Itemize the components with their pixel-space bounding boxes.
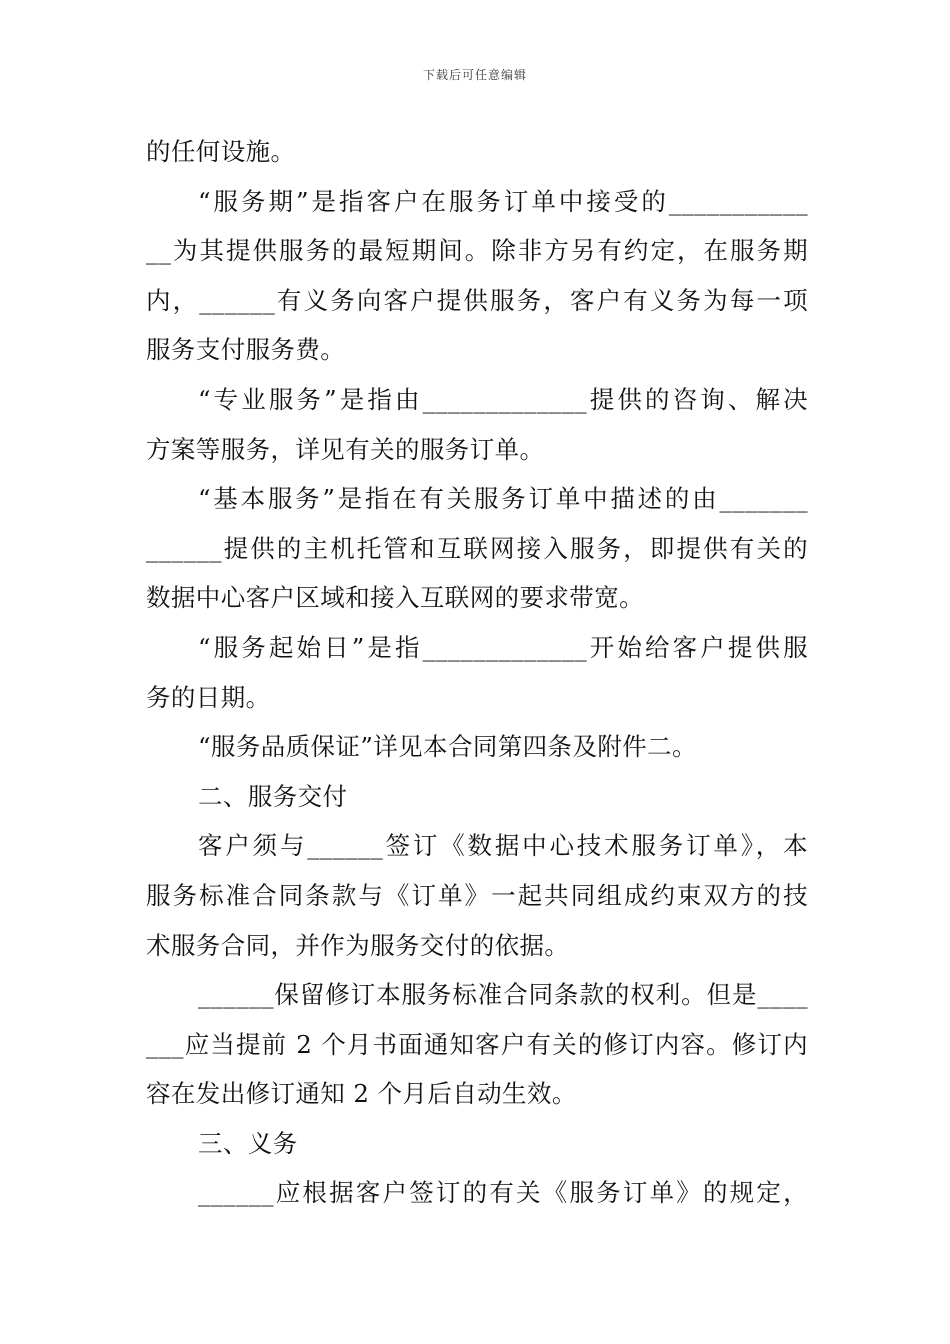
section-heading: 二、服务交付 [198, 781, 348, 811]
text-line: 内，______有义务向客户提供服务，客户有义务为每一项 [146, 285, 808, 315]
text-line: “服务起始日”是指_____________开始给客户提供服 [198, 632, 808, 662]
text-line: ______应根据客户签订的有关《服务订单》的规定， [198, 1178, 808, 1208]
text-line: 的任何设施。 [146, 137, 296, 166]
text-line: 客户须与______签订《数据中心技术服务订单》，本 [198, 831, 808, 861]
text-line: “专业服务”是指由_____________提供的咨询、解决 [198, 384, 808, 414]
text-line: ___应当提前 2 个月书面通知客户有关的修订内容。修订内 [146, 1029, 808, 1059]
text-line: ______提供的主机托管和互联网接入服务，即提供有关的 [146, 533, 808, 563]
text-line: __为其提供服务的最短期间。除非方另有约定，在服务期 [146, 236, 808, 266]
text-line: 务的日期。 [146, 682, 271, 712]
text-line: ______保留修订本服务标准合同条款的权利。但是____ [198, 980, 808, 1010]
section-heading: 三、义务 [198, 1128, 298, 1158]
text-line: “服务品质保证”详见本合同第四条及附件二。 [198, 732, 697, 762]
text-line: 术服务合同，并作为服务交付的依据。 [146, 930, 570, 960]
text-line: 容在发出修订通知 2 个月后自动生效。 [146, 1079, 577, 1109]
page-header-note: 下载后可任意编辑 [422, 68, 527, 82]
text-line: 数据中心客户区域和接入互联网的要求带宽。 [146, 583, 644, 613]
text-line: 服务标准合同条款与《订单》一起共同组成约束双方的技 [146, 880, 808, 910]
text-line: 服务支付服务费。 [146, 335, 346, 365]
text-line: “服务期”是指客户在服务订单中接受的___________ [198, 186, 808, 216]
text-line: “基本服务”是指在有关服务订单中描述的由_______ [198, 484, 808, 514]
document-body [146, 127, 808, 1218]
text-line: 方案等服务，详见有关的服务订单。 [146, 434, 545, 464]
